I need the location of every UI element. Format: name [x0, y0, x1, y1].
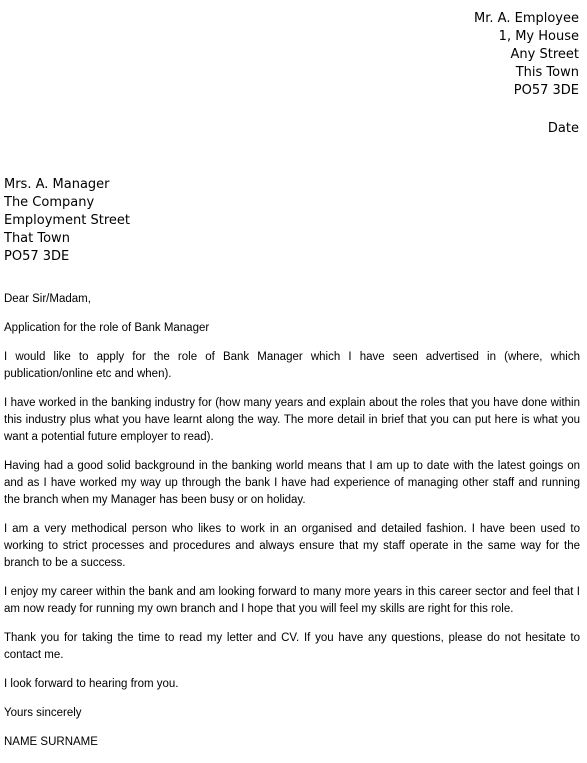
paragraph-look-forward: I look forward to hearing from you. — [4, 678, 179, 690]
paragraph-thanks: Thank you for taking the time to read my letter and CV. If you have any questions, please do not hesitate to contact me. — [4, 632, 580, 661]
sender-postcode: PO57 3DE — [513, 83, 579, 98]
letter-date: Date — [547, 121, 579, 136]
salutation: Dear Sir/Madam, — [4, 293, 91, 305]
sender-address-line-2: Any Street — [510, 47, 579, 62]
recipient-town: That Town — [4, 231, 70, 246]
paragraph-career: I enjoy my career within the bank and am looking forward to many more years in this career sector and feel that I am now ready for running my own branch and I hope that you will feel my skills are right for this role. — [4, 586, 580, 615]
paragraph-background: Having had a good solid background in the banking world means that I am up to date with the latest goings on and as I have worked my way up through the bank I have had experience of managing other staff and running the branch when my Manager has been busy or on holiday. — [4, 460, 580, 506]
recipient-address-block — [4, 176, 130, 266]
signature-name: NAME SURNAME — [4, 736, 98, 748]
closing: Yours sincerely — [4, 707, 82, 719]
subject-line: Application for the role of Bank Manager — [4, 322, 210, 334]
paragraph-work-style: I am a very methodical person who likes to work in an organised and detailed fashion. I have been used to working to strict processes and procedures and always ensure that my staff operate in the same way for the branch to be a success. — [4, 523, 580, 569]
sender-address-line-1: 1, My House — [498, 29, 579, 44]
paragraph-intro: I would like to apply for the role of Bank Manager which I have seen advertised in (where, which publication/online etc and when). — [4, 351, 580, 380]
letter-body — [4, 291, 580, 763]
recipient-company: The Company — [4, 195, 95, 210]
recipient-street: Employment Street — [4, 213, 131, 228]
paragraph-experience: I have worked in the banking industry for (how many years and explain about the roles that you have done within this industry plus what you have learnt along the way. The more detail in brief that you can put here is what you want a potential future employer to read). — [4, 397, 580, 443]
recipient-postcode: PO57 3DE — [4, 249, 70, 264]
recipient-name: Mrs. A. Manager — [4, 177, 110, 192]
sender-town: This Town — [515, 65, 579, 80]
sender-address-block — [474, 10, 579, 100]
sender-name: Mr. A. Employee — [474, 11, 579, 26]
